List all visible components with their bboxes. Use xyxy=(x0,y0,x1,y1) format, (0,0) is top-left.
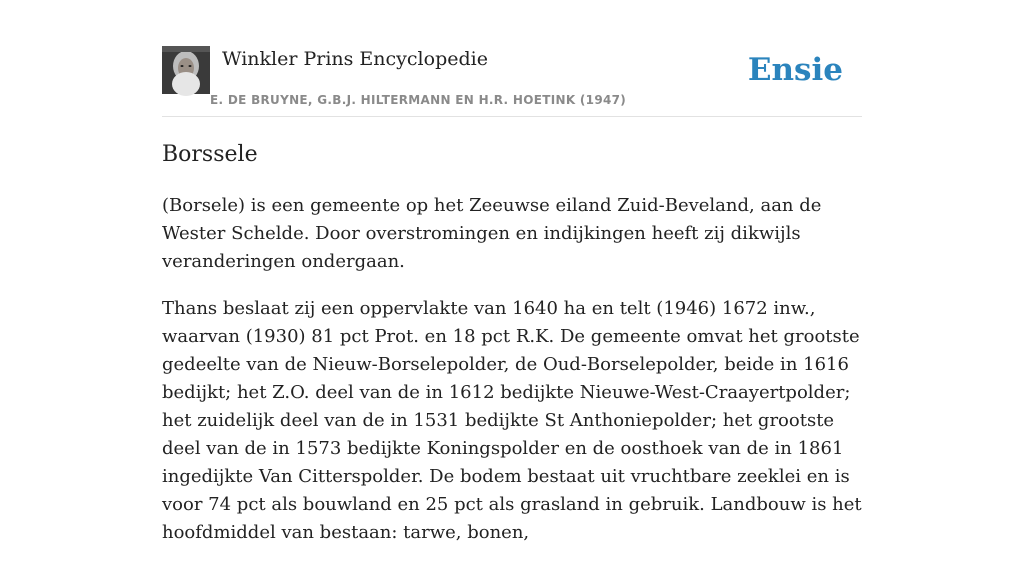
article-paragraph: (Borsele) is een gemeente op het Zeeuwse eiland Zuid-Beveland, aan de Wester Schelde. Door overstromingen en indijkingen heeft zij dikwijls veranderingen ondergaan. xyxy=(162,195,822,272)
ensie-logo[interactable]: Ensie xyxy=(747,52,843,88)
portrait-image xyxy=(162,46,210,94)
author-avatar[interactable] xyxy=(162,46,210,94)
article-body xyxy=(162,192,862,566)
publication-title[interactable]: Winkler Prins Encyclopedie xyxy=(222,48,488,70)
publication-authors: E. DE BRUYNE, G.B.J. HILTERMANN EN H.R. HOETINK (1947) xyxy=(210,93,627,107)
article-title: Borssele xyxy=(162,142,258,167)
article-paragraph: Thans beslaat zij een oppervlakte van 1640 ha en telt (1946) 1672 inw., waarvan (1930) 81 pct Prot. en 18 pct R.K. De gemeente omvat het grootste gedeelte van de Nieuw-Borselepolder, de Oud-Borselepolder, beide in 1616 bedijkt; het Z.O. deel van de in 1612 bedijkte Nieuwe-West-Craayertpolder; het zuidelijk deel van de in 1531 bedijkte St Anthoniepolder; het grootste deel van de in 1573 bedijkte Koningspolder en de oosthoek van de in 1861 ingedijkte Van Citterspolder. De bodem bestaat uit vruchtbare zeeklei en is voor 74 pct als bouwland en 25 pct als grasland in gebruik. Landbouw is het hoofdmiddel van bestaan: tarwe, bonen, xyxy=(162,298,862,543)
publication-header xyxy=(162,46,862,117)
